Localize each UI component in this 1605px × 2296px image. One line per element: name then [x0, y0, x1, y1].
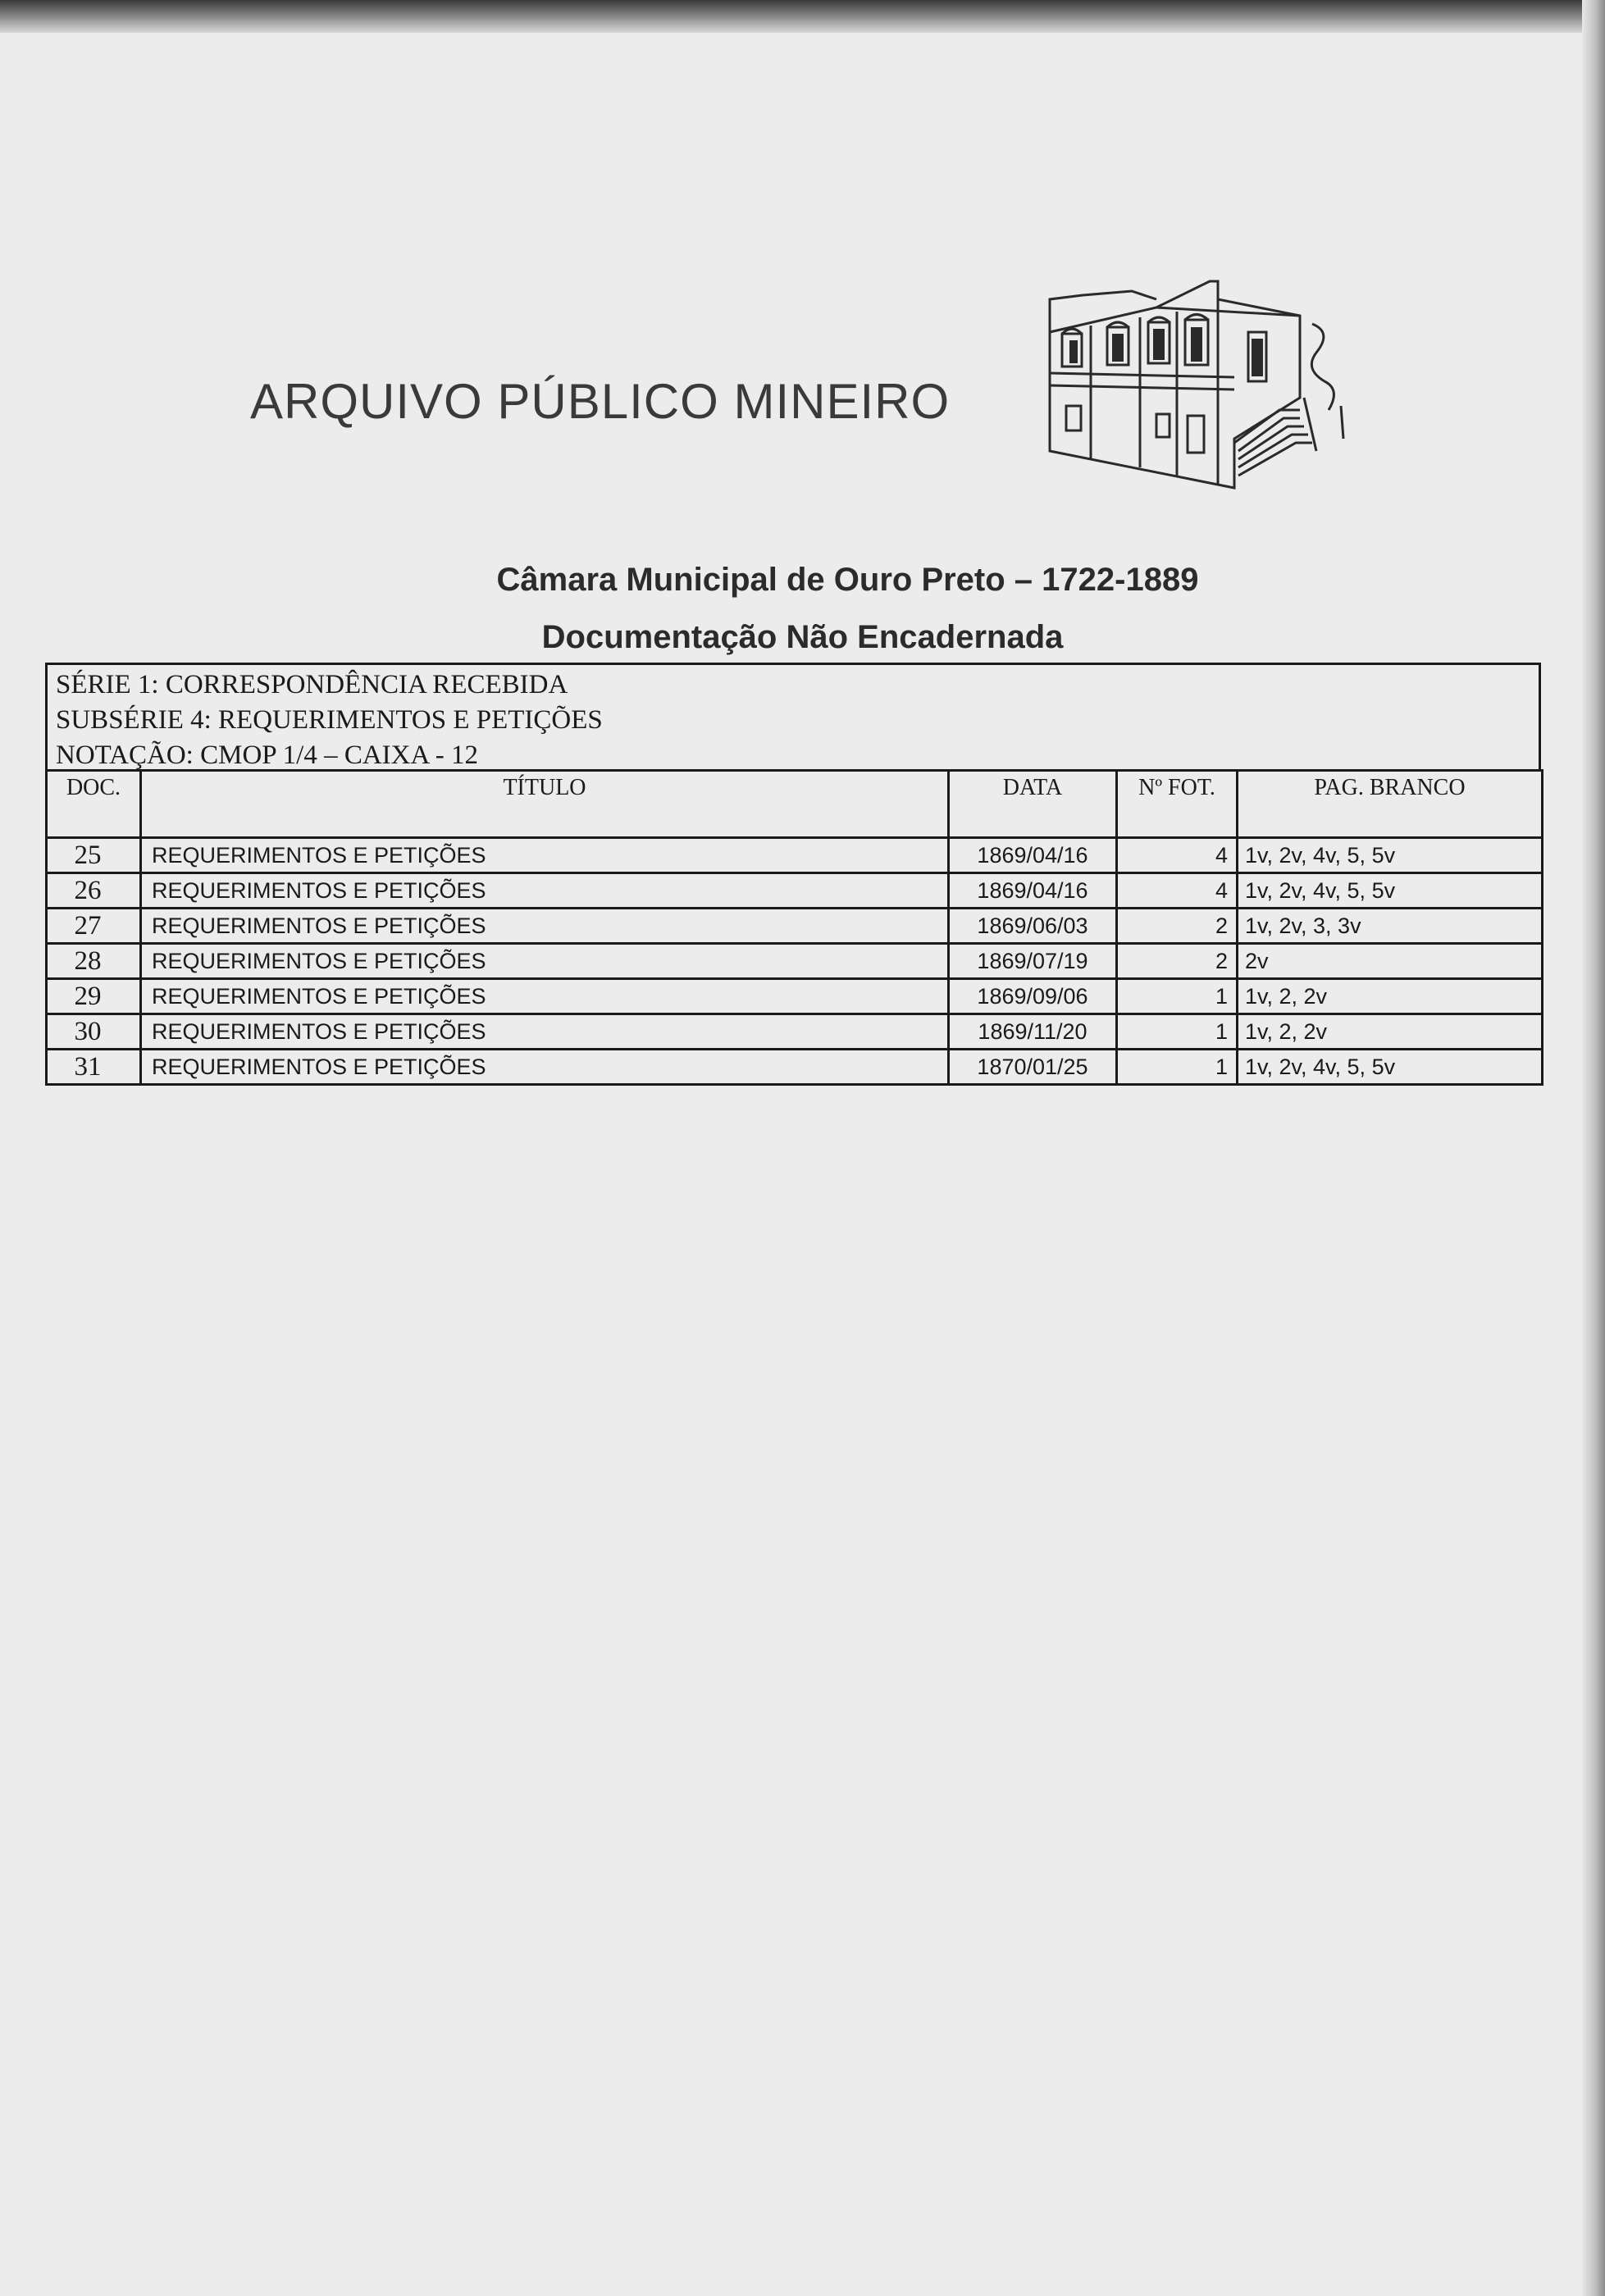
building-facade-icon [1033, 275, 1361, 496]
table-row [47, 1014, 1543, 1050]
doc-date: 1869/04/16 [949, 873, 1117, 909]
doc-title: REQUERIMENTOS E PETIÇÕES [141, 873, 949, 909]
doc-title: REQUERIMENTOS E PETIÇÕES [141, 1050, 949, 1085]
notation-label: NOTAÇÃO: CMOP 1/4 – CAIXA - 12 [56, 740, 478, 770]
archive-title: ARQUIVO PÚBLICO MINEIRO [250, 374, 951, 429]
table-header-row [47, 771, 1543, 838]
header-blank-pages: PAG. BRANCO [1238, 771, 1543, 838]
doc-date: 1869/11/20 [949, 1014, 1117, 1050]
doc-date: 1869/04/16 [949, 838, 1117, 873]
table-row [47, 1050, 1543, 1085]
doc-blank-pages: 2v [1238, 944, 1543, 979]
table-row [47, 838, 1543, 873]
doc-blank-pages: 1v, 2, 2v [1238, 979, 1543, 1014]
header-title: TÍTULO [141, 771, 949, 838]
doc-blank-pages: 1v, 2, 2v [1238, 1014, 1543, 1050]
doc-photo-count: 1 [1117, 1050, 1238, 1085]
doc-number: 26 [47, 873, 141, 909]
doc-number: 30 [47, 1014, 141, 1050]
doc-photo-count: 2 [1117, 909, 1238, 944]
doc-photo-count: 1 [1117, 979, 1238, 1014]
table-row [47, 873, 1543, 909]
doc-blank-pages: 1v, 2v, 4v, 5, 5v [1238, 1050, 1543, 1085]
doc-date: 1869/09/06 [949, 979, 1117, 1014]
header-doc: DOC. [47, 771, 141, 838]
doc-blank-pages: 1v, 2v, 4v, 5, 5v [1238, 873, 1543, 909]
series-info-box [45, 663, 1541, 769]
doc-title: REQUERIMENTOS E PETIÇÕES [141, 1014, 949, 1050]
subtitle-documentation: Documentação Não Encadernada [541, 619, 1064, 655]
doc-date: 1869/07/19 [949, 944, 1117, 979]
doc-number: 27 [47, 909, 141, 944]
header-date: DATA [949, 771, 1117, 838]
doc-title: REQUERIMENTOS E PETIÇÕES [141, 838, 949, 873]
doc-photo-count: 4 [1117, 873, 1238, 909]
table-row [47, 979, 1543, 1014]
scan-shadow-right [1582, 0, 1605, 2296]
doc-number: 28 [47, 944, 141, 979]
document-table [45, 769, 1543, 1086]
subseries-label: SUBSÉRIE 4: REQUERIMENTOS E PETIÇÕES [56, 705, 603, 735]
doc-photo-count: 4 [1117, 838, 1238, 873]
doc-blank-pages: 1v, 2v, 4v, 5, 5v [1238, 838, 1543, 873]
subtitle-chamber: Câmara Municipal de Ouro Preto – 1722-1889 [496, 562, 1199, 598]
table-row [47, 909, 1543, 944]
doc-number: 29 [47, 979, 141, 1014]
doc-title: REQUERIMENTOS E PETIÇÕES [141, 944, 949, 979]
doc-title: REQUERIMENTOS E PETIÇÕES [141, 979, 949, 1014]
series-label: SÉRIE 1: CORRESPONDÊNCIA RECEBIDA [56, 670, 568, 699]
header-photo-count: Nº FOT. [1117, 771, 1238, 838]
doc-date: 1869/06/03 [949, 909, 1117, 944]
doc-title: REQUERIMENTOS E PETIÇÕES [141, 909, 949, 944]
doc-photo-count: 1 [1117, 1014, 1238, 1050]
table-row [47, 944, 1543, 979]
doc-blank-pages: 1v, 2v, 3, 3v [1238, 909, 1543, 944]
scan-shadow-top [0, 0, 1605, 33]
doc-date: 1870/01/25 [949, 1050, 1117, 1085]
doc-number: 25 [47, 838, 141, 873]
doc-number: 31 [47, 1050, 141, 1085]
doc-photo-count: 2 [1117, 944, 1238, 979]
